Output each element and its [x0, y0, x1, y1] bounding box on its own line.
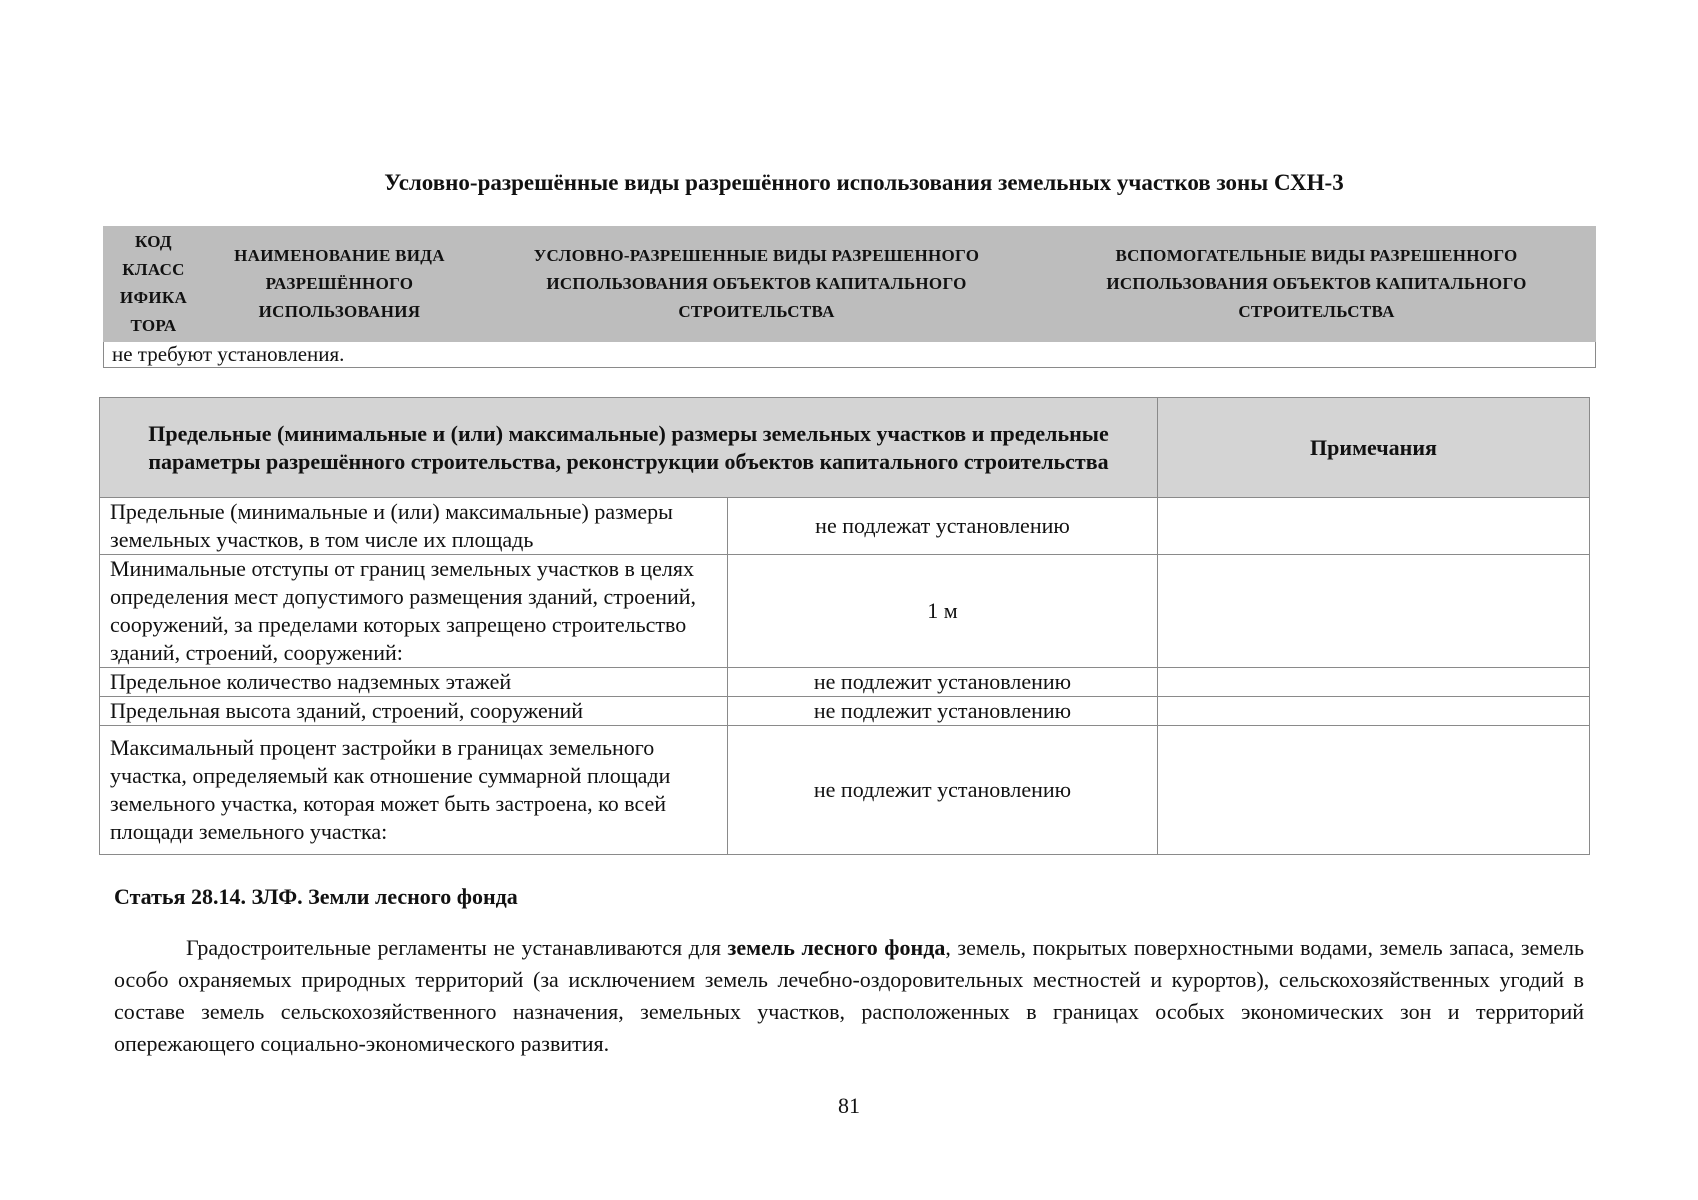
table-row [100, 668, 1590, 697]
page-title: Условно-разрешённые виды разрешённого использования земельных участков зоны СХН-3 [384, 170, 1344, 195]
table-header-row [100, 398, 1590, 498]
value-cell: не подлежит установлению [728, 668, 1158, 697]
note-cell [1158, 668, 1590, 697]
note-cell [1158, 555, 1590, 668]
table-note: не требуют установления. [104, 342, 1596, 368]
header-auxiliary-uses-text: ВСПОМОГАТЕЛЬНЫЕ ВИДЫ РАЗРЕШЕННОГО ИСПОЛЬЗОВАНИЯ ОБЪЕКТОВ КАПИТАЛЬНОГО СТРОИТЕЛЬСТВА [1106, 246, 1527, 321]
article-paragraph [114, 932, 1584, 1060]
header-notes: Примечания [1158, 398, 1590, 498]
param-cell: Предельная высота зданий, строений, сооружений [100, 697, 728, 726]
header-name [204, 227, 476, 342]
header-code-text: КОД КЛАСС ИФИКА ТОРА [119, 232, 188, 335]
note-cell [1158, 697, 1590, 726]
value-cell: не подлежит установлению [728, 726, 1158, 855]
header-code [104, 227, 204, 342]
param-cell: Минимальные отступы от границ земельных участков в целях определения мест допустимого размещения зданий, строений, сооружений, за пределами которых запрещено строительство зданий, строений, сооружений: [100, 555, 728, 668]
value-cell: не подлежат установлению [728, 498, 1158, 555]
table-row [100, 697, 1590, 726]
article-heading: Статья 28.14. ЗЛФ. Земли лесного фонда [114, 884, 518, 909]
paragraph-bold: земель лесного фонда [727, 935, 946, 960]
header-conditional-uses-text: УСЛОВНО-РАЗРЕШЕННЫЕ ВИДЫ РАЗРЕШЕННОГО ИСПОЛЬЗОВАНИЯ ОБЪЕКТОВ КАПИТАЛЬНОГО СТРОИТЕЛЬСТВА [533, 246, 980, 321]
note-cell [1158, 726, 1590, 855]
table-note-row [104, 342, 1596, 368]
page-number: 81 [838, 1093, 860, 1118]
param-cell: Максимальный процент застройки в границах земельного участка, определяемый как отношение суммарной площади земельного участка, которая может быть застроена, ко всей площади земельного участка: [100, 726, 728, 855]
note-cell [1158, 498, 1590, 555]
table-row [100, 726, 1590, 855]
paragraph-end: , земель, покрытых поверхностными водами, земель запаса, земель особо охраняемых природных территорий (за исключением земель лечебно-оздоровительных местностей и курортов), сельскохозяйственных угодий в составе земель сельскохозяйственного назначения, земельных участков, расположенных в границах особых экономических зон и территорий опережающего социально-экономического развития. [114, 935, 1584, 1056]
table-row [100, 498, 1590, 555]
table-row [100, 555, 1590, 668]
header-auxiliary-uses [1038, 227, 1596, 342]
permitted-uses-table [103, 226, 1596, 368]
param-cell: Предельное количество надземных этажей [100, 668, 728, 697]
value-cell: 1 м [728, 555, 1158, 668]
header-conditional-uses [476, 227, 1038, 342]
paragraph-start: Градостроительные регламенты не устанавливаются для [186, 935, 728, 960]
header-limits: Предельные (минимальные и (или) максимальные) размеры земельных участков и предельные параметры разрешённого строительства, реконструкции объектов капитального строительства [100, 398, 1158, 498]
header-name-text: НАИМЕНОВАНИЕ ВИДА РАЗРЕШЁННОГО ИСПОЛЬЗОВАНИЯ [234, 246, 445, 321]
param-cell: Предельные (минимальные и (или) максимальные) размеры земельных участков, в том числе их площадь [100, 498, 728, 555]
table-header-row [104, 227, 1596, 342]
value-cell: не подлежит установлению [728, 697, 1158, 726]
limits-table [99, 397, 1590, 855]
